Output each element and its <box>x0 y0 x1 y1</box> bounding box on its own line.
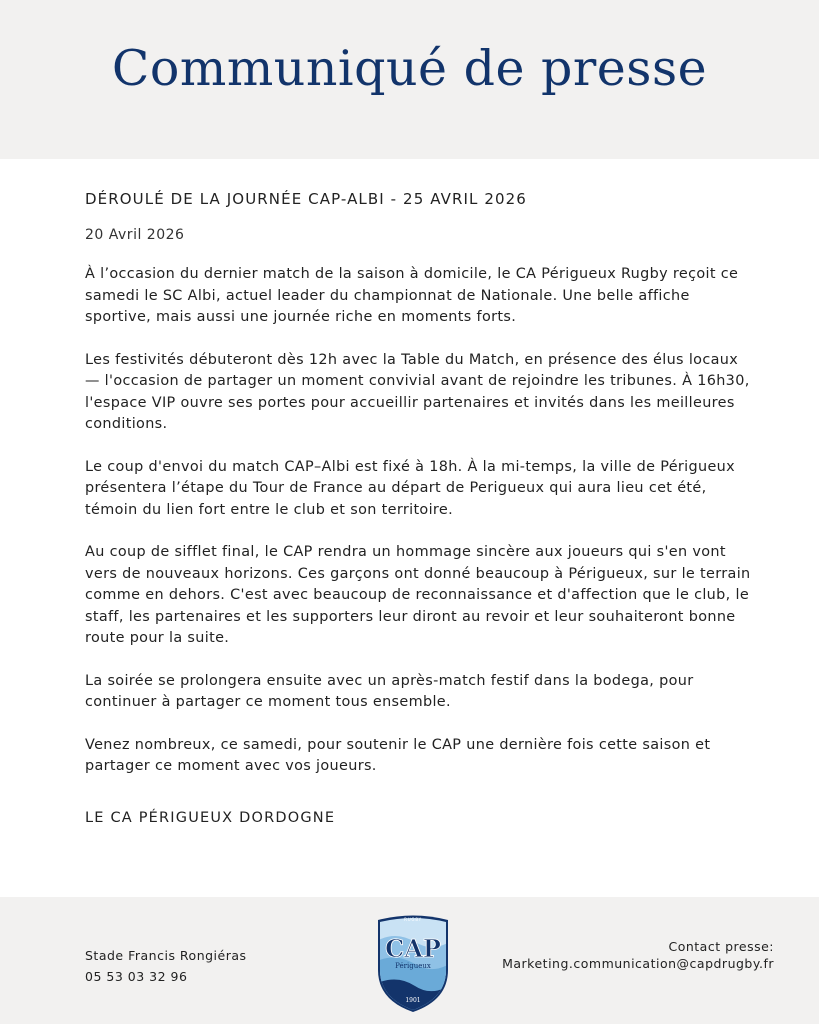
stadium-name: Stade Francis Rongiéras <box>85 948 247 963</box>
press-release-body <box>85 188 755 826</box>
signature: LE CA PÉRIGUEUX DORDOGNE <box>85 809 336 826</box>
release-date: 20 Avril 2026 <box>85 227 185 243</box>
paragraph: La soirée se prolongera ensuite avec un après-match festif dans la bodega, pour continuer à partager ce moment tous ensemble. <box>85 672 694 710</box>
logo-rugby-text: RUGBY <box>404 917 422 922</box>
phone-number: 05 53 03 32 96 <box>85 969 188 984</box>
logo-cap-text: CAP <box>385 934 441 963</box>
footer-address <box>85 945 247 987</box>
logo-year-text: 1901 <box>405 997 421 1004</box>
header-band <box>0 0 819 159</box>
paragraph: Le coup d'envoi du match CAP–Albi est fixé à 18h. À la mi-temps, la ville de Périgueux présentera l’étape du Tour de France au départ de Perigueux qui aura lieu cet été, témoin du lien fort entre le club et son territoire. <box>85 458 736 518</box>
cap-rugby-crest-icon <box>375 912 451 1012</box>
contact-label: Contact presse: <box>668 939 774 954</box>
press-contact <box>502 938 774 972</box>
paragraph: Venez nombreux, ce samedi, pour soutenir le CAP une dernière fois cette saison et partager ce moment avec vos joueurs. <box>85 736 711 774</box>
page-title: Communiqué de presse <box>111 40 708 97</box>
release-subject: DÉROULÉ DE LA JOURNÉE CAP-ALBI - 25 AVRIL 2026 <box>85 190 527 208</box>
logo-perigueux-text: Périgueux <box>395 962 431 970</box>
contact-email: Marketing.communication@capdrugby.fr <box>502 956 774 971</box>
paragraph: Au coup de sifflet final, le CAP rendra un hommage sincère aux joueurs qui s'en vont vers de nouveaux horizons. Ces garçons ont donné beaucoup à Périgueux, sur le terrain comme en dehors. C'est avec beaucoup de reconnaissance et d'affection que le club, le staff, les partenaires et les supporters leur diront au revoir et leur souhaiteront bonne route pour la suite. <box>85 544 751 646</box>
paragraph: À l’occasion du dernier match de la saison à domicile, le CA Périgueux Rugby reçoit ce samedi le SC Albi, actuel leader du championnat de Nationale. Une belle affiche sportive, mais aussi une journée riche en moments forts. <box>85 266 739 325</box>
paragraph: Les festivités débuteront dès 12h avec la Table du Match, en présence des élus locaux — l'occasion de partager un moment convivial avant de rejoindre les tribunes. À 16h30, l'espace VIP ouvre ses portes pour accueillir partenaires et invités dans les meilleures conditions. <box>85 351 750 432</box>
